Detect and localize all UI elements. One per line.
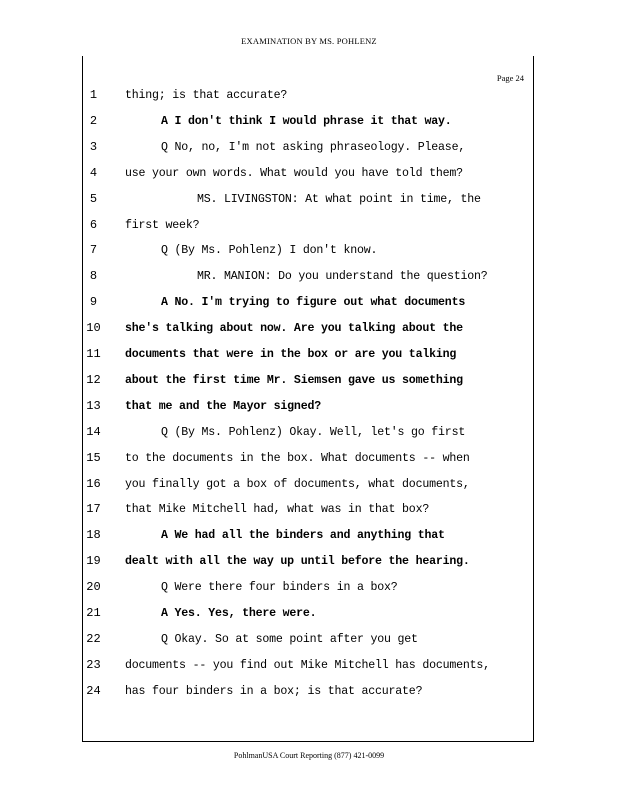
line-number: 13 — [86, 398, 101, 413]
footer-text: PohlmanUSA Court Reporting (877) 421-0099 — [233, 751, 385, 760]
line-number: 20 — [86, 580, 101, 595]
transcript-line: documents -- you find out Mike Mitchell has documents, — [125, 658, 490, 672]
line-number: 19 — [86, 554, 101, 569]
line-number: 18 — [86, 528, 101, 543]
line-number: 15 — [86, 450, 101, 465]
line-number: 24 — [86, 683, 101, 698]
line-number: 16 — [86, 476, 101, 491]
transcript-line: MS. LIVINGSTON: At what point in time, the — [197, 192, 481, 206]
line-number: 5 — [89, 191, 98, 206]
line-number: 12 — [86, 372, 101, 387]
transcript-line: to the documents in the box. What documents -- when — [125, 451, 470, 465]
right-margin-rule — [533, 56, 534, 742]
transcript-line: she's talking about now. Are you talking about the — [125, 322, 463, 336]
line-number: 11 — [86, 347, 101, 361]
transcript-line: Q No, no, I'm not asking phraseology. Please, — [161, 140, 466, 154]
transcript-line: thing; is that accurate? — [125, 89, 288, 102]
bottom-rule — [82, 741, 534, 742]
line-number: 23 — [86, 657, 101, 672]
transcript-line: you finally got a box of documents, what documents, — [125, 477, 470, 491]
transcript-line: dealt with all the way up until before the hearing. — [125, 555, 470, 569]
transcript-line: Q Were there four binders in a box? — [161, 581, 398, 595]
line-number: 17 — [86, 502, 101, 517]
line-number: 4 — [89, 165, 98, 180]
transcript-line: A We had all the binders and anything that — [161, 529, 445, 543]
line-number: 3 — [89, 139, 98, 154]
transcript-line: Q Okay. So at some point after you get — [161, 632, 418, 646]
line-number: 10 — [86, 321, 101, 336]
line-number: 21 — [86, 606, 101, 620]
header-title: EXAMINATION BY MS. POHLENZ — [241, 36, 377, 46]
transcript-line: that Mike Mitchell had, what was in that box? — [125, 503, 430, 517]
transcript-line: documents that were in the box or are you talking — [125, 348, 457, 361]
transcript-line: Q (By Ms. Pohlenz) I don't know. — [161, 244, 378, 258]
line-number: 1 — [89, 88, 98, 102]
transcript-line: A No. I'm trying to figure out what documents — [161, 296, 466, 310]
transcript-line: MR. MANION: Do you understand the question? — [197, 270, 488, 284]
line-number: 8 — [89, 269, 98, 284]
transcript-line: about the first time Mr. Siemsen gave us something — [125, 373, 463, 387]
line-number: 9 — [89, 295, 98, 310]
page-number: Page 24 — [496, 73, 524, 83]
transcript-line: that me and the Mayor signed? — [125, 399, 321, 413]
transcript-line: A Yes. Yes, there were. — [161, 607, 317, 620]
line-number: 2 — [89, 113, 98, 128]
transcript-line: Q (By Ms. Pohlenz) Okay. Well, let's go first — [161, 425, 466, 439]
line-number: 14 — [86, 424, 101, 439]
transcript-line: has four binders in a box; is that accurate? — [125, 684, 423, 698]
line-number: 6 — [89, 217, 98, 232]
transcript-line: use your own words. What would you have told them? — [125, 166, 463, 180]
transcript-line: first week? — [125, 218, 200, 232]
line-number: 22 — [86, 631, 101, 646]
transcript-line: A I don't think I would phrase it that way. — [161, 114, 452, 128]
line-number: 7 — [89, 243, 98, 258]
